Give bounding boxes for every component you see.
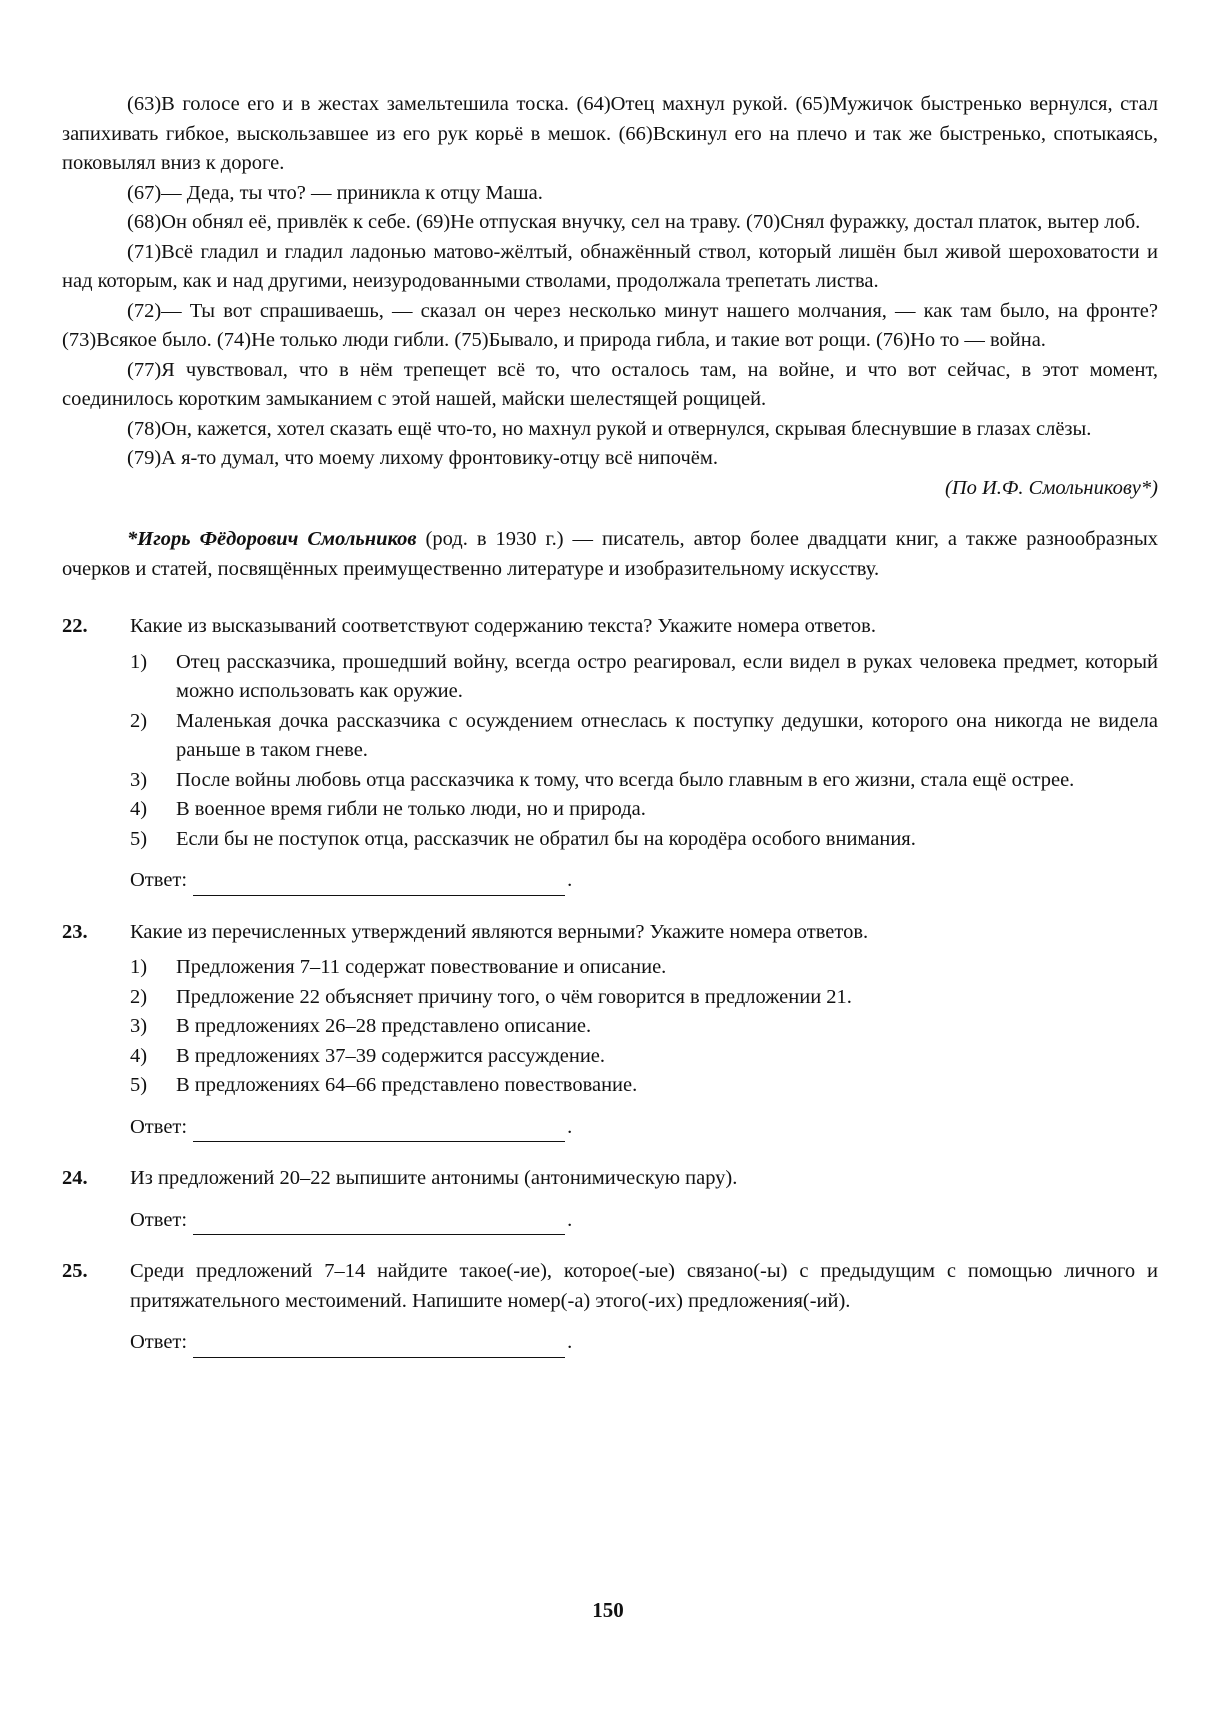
task-number: 25. bbox=[62, 1260, 88, 1282]
option-number: 1) bbox=[130, 650, 148, 673]
answer-blank-22[interactable] bbox=[193, 873, 565, 896]
author-footnote bbox=[62, 525, 1158, 584]
task-23 bbox=[62, 918, 1158, 1165]
option-text: В военное время гибли не только люди, но и природа. bbox=[176, 798, 646, 820]
option-item bbox=[130, 953, 1158, 983]
option-text: Если бы не поступок отца, рассказчик не обратил бы на кородёра особого внимания. bbox=[176, 827, 916, 850]
task-24 bbox=[62, 1164, 1158, 1257]
author-name: *Игорь Фёдорович Смольников bbox=[127, 528, 417, 550]
answer-blank-24[interactable] bbox=[193, 1212, 565, 1235]
text-source: (По И.Ф. Смольникову*) bbox=[945, 476, 1158, 499]
task-number: 24. bbox=[62, 1167, 88, 1189]
option-number: 2) bbox=[130, 709, 148, 732]
option-text: После войны любовь отца рассказчика к тому, что всегда было главным в его жизни, стала ещё острее. bbox=[176, 768, 1075, 791]
option-item bbox=[130, 795, 1158, 825]
option-text: Предложения 7–11 содержат повествование и описание. bbox=[176, 956, 667, 978]
option-number: 4) bbox=[130, 1044, 148, 1067]
page-number: 150 bbox=[592, 1598, 624, 1622]
option-text: В предложениях 64–66 представлено повествование. bbox=[176, 1074, 638, 1096]
options-list bbox=[130, 953, 1158, 1101]
text-paragraph-78: (78)Он, кажется, хотел сказать ещё что-то, но махнул рукой и отвернулся, скрывая блеснувшие в глазах слёзы. bbox=[127, 417, 1092, 440]
option-number: 4) bbox=[130, 798, 148, 820]
option-number: 5) bbox=[130, 1074, 148, 1096]
text-paragraph-67: (67)— Деда, ты что? — приникла к отцу Маша. bbox=[127, 181, 543, 204]
task-number: 22. bbox=[62, 615, 88, 637]
option-item bbox=[130, 1071, 1158, 1101]
option-item bbox=[130, 766, 1158, 796]
answer-label: Ответ: bbox=[130, 1208, 188, 1231]
answer-row: Ответ: . bbox=[130, 1206, 1158, 1236]
answer-blank-23[interactable] bbox=[193, 1119, 565, 1142]
option-number: 1) bbox=[130, 956, 148, 978]
option-text: Маленькая дочка рассказчика с осуждением отнеслась к поступку дедушки, которого она никогда не видела раньше в таком гневе. bbox=[176, 709, 1158, 761]
answer-blank-25[interactable] bbox=[193, 1335, 565, 1358]
answer-row: Ответ: . bbox=[130, 1113, 1158, 1143]
text-paragraph-71: (71)Всё гладил и гладил ладонью матово-жёлтый, обнажённый ствол, который лишён был живой шероховатости и над которым, как и над другими, неизуродованными стволами, продолжала трепетать листва. bbox=[62, 240, 1158, 292]
answer-label: Ответ: bbox=[130, 869, 188, 891]
task-number: 23. bbox=[62, 920, 88, 943]
task-question: Какие из перечисленных утверждений являются верными? Укажите номера ответов. bbox=[130, 920, 869, 943]
option-number: 5) bbox=[130, 827, 148, 850]
task-question: Из предложений 20–22 выпишите антонимы (антонимическую пару). bbox=[130, 1167, 738, 1189]
author-description: (род. в 1930 г.) — писатель, автор более двадцати книг, а также разнообразных очерков и статей, посвящённых преимущественно литературе и изобразительному искусству. bbox=[62, 528, 1159, 580]
option-text: Предложение 22 объясняет причину того, о чём говорится в предложении 21. bbox=[176, 985, 852, 1008]
text-paragraph-68: (68)Он обнял её, привлёк к себе. (69)Не отпуская внучку, сел на траву. (70)Снял фуражку, достал платок, вытер лоб. bbox=[127, 211, 1141, 233]
option-text: В предложениях 37–39 содержится рассуждение. bbox=[176, 1044, 606, 1067]
answer-label: Ответ: bbox=[130, 1115, 188, 1138]
option-number: 3) bbox=[130, 1015, 148, 1037]
option-number: 3) bbox=[130, 768, 148, 791]
answer-row: Ответ: . bbox=[130, 1328, 1158, 1358]
text-paragraph-77: (77)Я чувствовал, что в нём трепещет всё то, что осталось там, на войне, и что вот сейчас, в этот момент, соединилось коротким замыканием с этой нашей, майски шелестящей рощицей. bbox=[62, 358, 1158, 410]
task-25 bbox=[62, 1257, 1158, 1380]
option-item bbox=[130, 648, 1158, 707]
task-question: Среди предложений 7–14 найдите такое(-ие), которое(-ые) связано(-ы) с предыдущим с помощью личного и притяжательного местоимений. Напишите номер(-а) этого(-их) предложения(-ий). bbox=[130, 1260, 1158, 1312]
text-paragraph-79: (79)А я-то думал, что моему лихому фронтовику-отцу всё нипочём. bbox=[127, 447, 718, 469]
task-question: Какие из высказываний соответствуют содержанию текста? Укажите номера ответов. bbox=[130, 615, 876, 637]
option-item bbox=[130, 1042, 1158, 1072]
task-22 bbox=[62, 612, 1158, 918]
option-text: В предложениях 26–28 представлено описание. bbox=[176, 1015, 592, 1037]
text-paragraph-72: (72)— Ты вот спрашиваешь, — сказал он через несколько минут нашего молчания, — как там было, на фронте? (73)Всякое было. (74)Не только люди гибли. (75)Бывало, и природа гибла, и такие вот рощи. (76)Но то — война. bbox=[62, 299, 1158, 351]
option-item bbox=[130, 825, 1158, 855]
option-item bbox=[130, 983, 1158, 1013]
text-paragraph-63: (63)В голосе его и в жестах замельтешила тоска. (64)Отец махнул рукой. (65)Мужичок быстренько вернулся, стал запихивать гибкое, выскользавшее из его рук корьё в мешок. (66)Вскинул его на плечо и так же быстренько, спотыкаясь, поковылял вниз к дороге. bbox=[62, 93, 1158, 174]
option-number: 2) bbox=[130, 985, 148, 1008]
answer-row: Ответ: . bbox=[130, 866, 1158, 896]
option-text: Отец рассказчика, прошедший войну, всегда остро реагировал, если видел в руках человека предмет, который можно использовать как оружие. bbox=[176, 650, 1158, 702]
answer-label: Ответ: bbox=[130, 1331, 188, 1353]
options-list bbox=[130, 648, 1158, 855]
option-item bbox=[130, 1012, 1158, 1042]
option-item bbox=[130, 707, 1158, 766]
